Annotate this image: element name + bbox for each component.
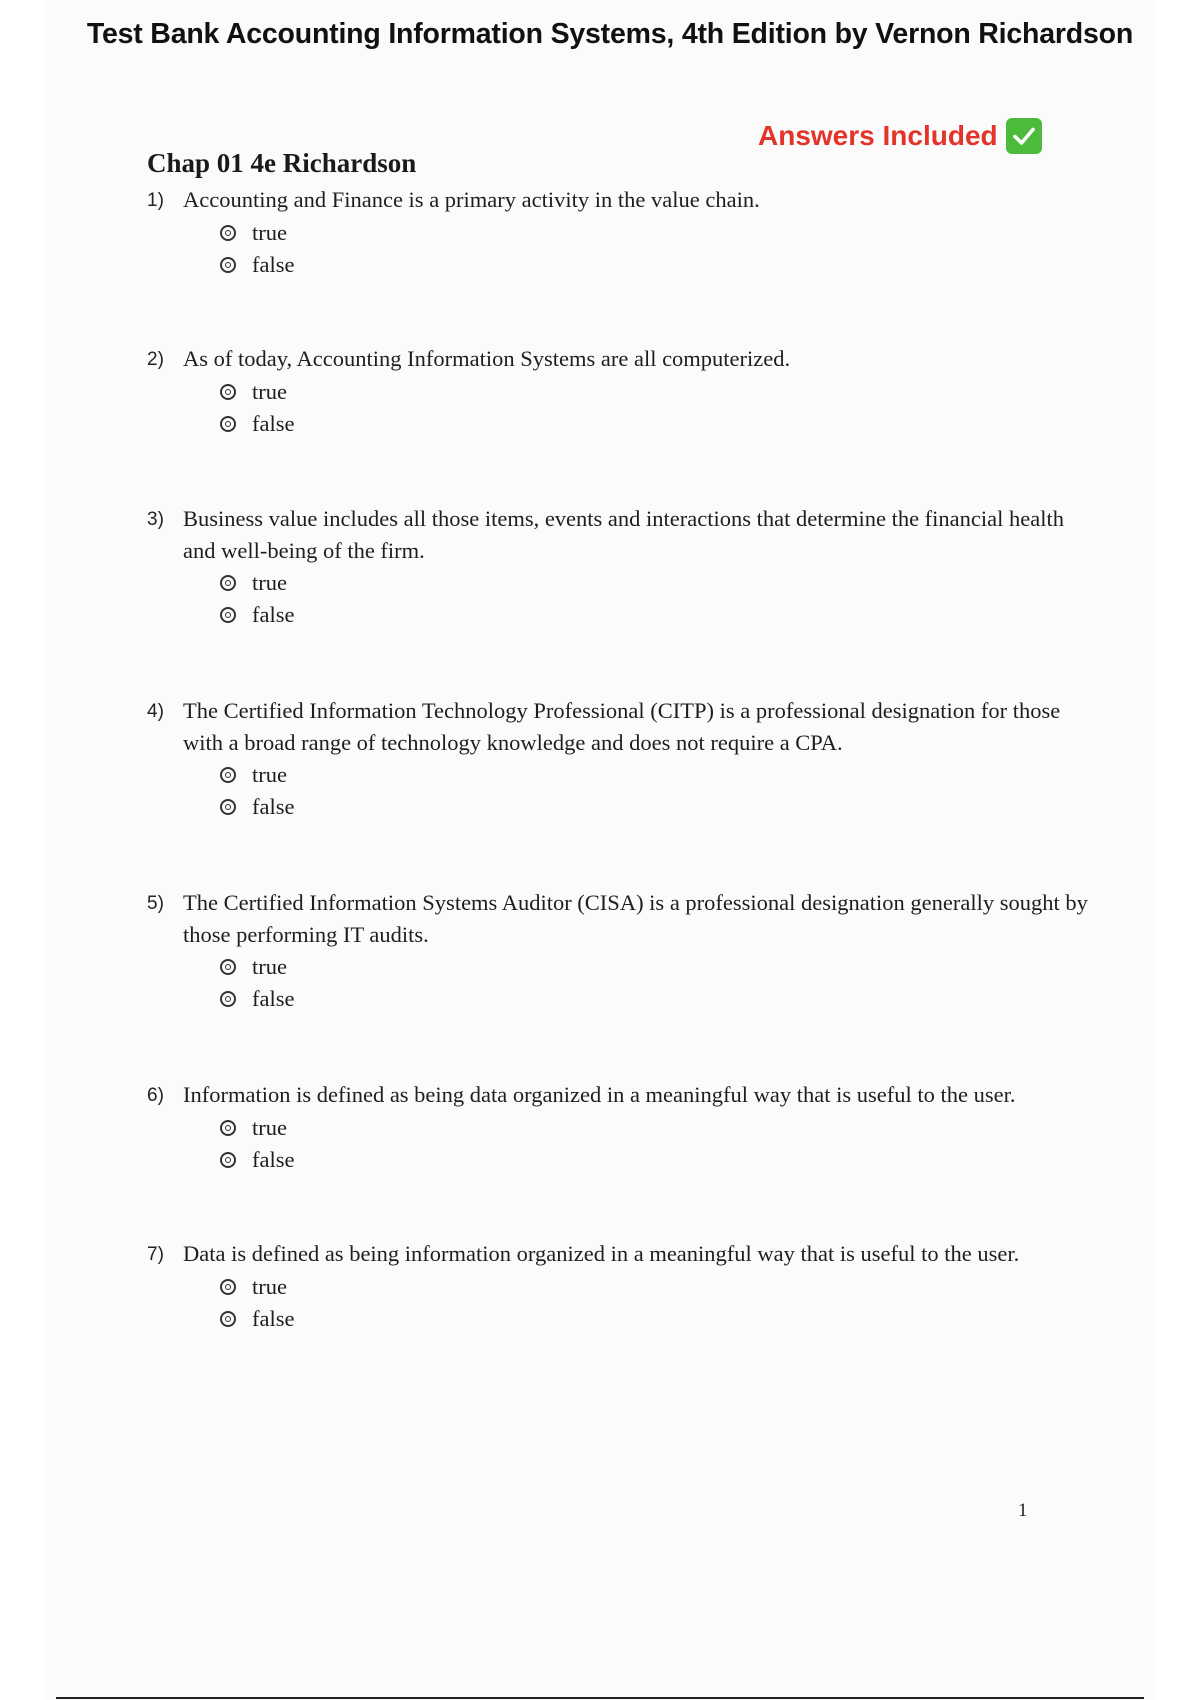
- question-number: 3): [147, 509, 164, 530]
- option-label: true: [252, 379, 287, 404]
- option-true[interactable]: [220, 1271, 1097, 1303]
- check-mark-button-icon: [1006, 118, 1042, 154]
- option-true[interactable]: [220, 759, 1097, 791]
- radio-button-icon[interactable]: [220, 1279, 236, 1295]
- option-label: false: [252, 411, 295, 436]
- question-text: Information is defined as being data organized in a meaningful way that is useful to the user.: [183, 1082, 1016, 1107]
- question-text: Data is defined as being information organized in a meaningful way that is useful to the user.: [183, 1241, 1020, 1266]
- option-true[interactable]: [220, 217, 1097, 249]
- option-label: false: [252, 602, 295, 627]
- radio-button-icon[interactable]: [220, 767, 236, 783]
- radio-button-icon[interactable]: [220, 416, 236, 432]
- question-number: 2): [147, 349, 164, 370]
- option-label: true: [252, 762, 287, 787]
- option-false[interactable]: [220, 791, 1097, 823]
- answers-included-badge: [758, 118, 1042, 154]
- radio-button-icon[interactable]: [220, 575, 236, 591]
- option-label: false: [252, 986, 295, 1011]
- question-number: 6): [147, 1085, 164, 1106]
- question-2: [147, 343, 1097, 440]
- option-true[interactable]: [220, 1112, 1097, 1144]
- answers-included-label: Answers Included: [758, 120, 998, 151]
- question-number: 4): [147, 701, 164, 722]
- option-label: false: [252, 1306, 295, 1331]
- option-false[interactable]: [220, 1144, 1097, 1176]
- option-false[interactable]: [220, 599, 1097, 631]
- radio-button-icon[interactable]: [220, 959, 236, 975]
- question-number: 7): [147, 1244, 164, 1265]
- radio-button-icon[interactable]: [220, 1311, 236, 1327]
- question-text: The Certified Information Systems Auditor (CISA) is a professional designation generally sought by those performing IT audits.: [183, 890, 1088, 947]
- chapter-heading: Chap 01 4e Richardson: [147, 148, 417, 178]
- radio-button-icon[interactable]: [220, 384, 236, 400]
- option-false[interactable]: [220, 408, 1097, 440]
- question-4: [147, 695, 1097, 823]
- option-label: true: [252, 220, 287, 245]
- question-6: [147, 1079, 1097, 1176]
- option-false[interactable]: [220, 1303, 1097, 1335]
- radio-button-icon[interactable]: [220, 1152, 236, 1168]
- option-false[interactable]: [220, 983, 1097, 1015]
- option-false[interactable]: [220, 249, 1097, 281]
- radio-button-icon[interactable]: [220, 257, 236, 273]
- question-3: [147, 503, 1097, 631]
- document-title: Test Bank Accounting Information Systems, 4th Edition by Vernon Richardson: [86, 18, 1134, 50]
- radio-button-icon[interactable]: [220, 991, 236, 1007]
- question-number: 1): [147, 190, 164, 211]
- option-label: true: [252, 1274, 287, 1299]
- question-7: [147, 1238, 1097, 1335]
- page-number: 1: [1018, 1500, 1028, 1521]
- option-label: false: [252, 252, 295, 277]
- question-text: As of today, Accounting Information Systems are all computerized.: [183, 346, 791, 371]
- radio-button-icon[interactable]: [220, 607, 236, 623]
- option-label: true: [252, 1115, 287, 1140]
- question-text: Business value includes all those items, events and interactions that determine the financial health and well-being of the firm.: [183, 506, 1064, 563]
- option-true[interactable]: [220, 376, 1097, 408]
- question-text: Accounting and Finance is a primary activity in the value chain.: [183, 187, 760, 212]
- question-text: The Certified Information Technology Professional (CITP) is a professional designation for those with a broad range of technology knowledge and does not require a CPA.: [183, 698, 1061, 755]
- option-true[interactable]: [220, 567, 1097, 599]
- radio-button-icon[interactable]: [220, 1120, 236, 1136]
- option-label: true: [252, 570, 287, 595]
- option-label: true: [252, 954, 287, 979]
- radio-button-icon[interactable]: [220, 225, 236, 241]
- option-label: false: [252, 794, 295, 819]
- bottom-divider: [56, 1697, 1144, 1699]
- question-number: 5): [147, 893, 164, 914]
- option-true[interactable]: [220, 951, 1097, 983]
- question-5: [147, 887, 1097, 1015]
- question-1: [147, 184, 1097, 281]
- option-label: false: [252, 1147, 295, 1172]
- radio-button-icon[interactable]: [220, 799, 236, 815]
